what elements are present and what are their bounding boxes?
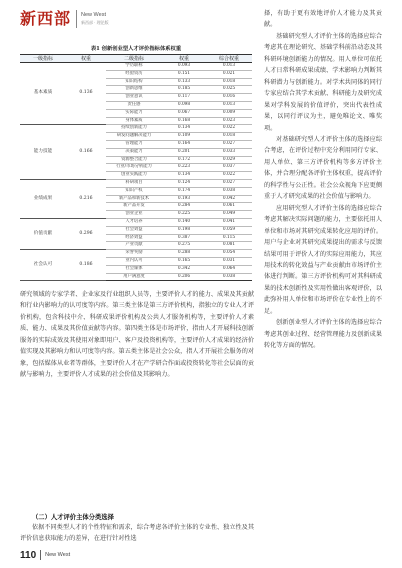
table-cell: 0.284 <box>162 203 206 211</box>
table-cell: 经济效益 <box>106 234 162 242</box>
paragraph: 择，有助于更有效地评价人才能力及其贡献。 <box>264 10 382 29</box>
table-cell: 0.115 <box>206 234 252 242</box>
section-heading: （二）人才评价主体分类选择 <box>32 514 114 521</box>
table-cell: 0.124 <box>162 179 206 187</box>
table-cell: 创业意识 <box>106 94 162 102</box>
right-column-text <box>264 8 382 352</box>
table-cell: 0.193 <box>162 195 206 203</box>
table-cell: 0.275 <box>162 242 206 250</box>
table-cell: 0.029 <box>206 156 252 164</box>
table-cell: 科研项目 <box>106 179 162 187</box>
table-cell: 0.134 <box>162 172 206 180</box>
paragraph: 应用研究型人才评价主体的选择应综合考虑其解决实际问题的能力，主要依托用人单位和市场对其研究成果转化应用的评价。用户与企业对其研究成果提出的需求与反馈结果可用于评价人才的实际应用能力，其应用技术的转化效益与产业贡献由市场评价主体进行判断。第三方评价机构可对其科研成果的技术创新性及实用性做出客观评价，以此弥补用人单位和市场评价在专业性上的不足。 <box>264 204 382 315</box>
table-cell: 身体素质 <box>106 117 162 125</box>
table-cell: 创新思维 <box>106 86 162 94</box>
table-cell: 新产品开发 <box>106 203 162 211</box>
table-cell: 0.018 <box>206 78 252 86</box>
table-header-cell: 一级指标 <box>20 55 66 63</box>
table-cell: 0.038 <box>206 187 252 195</box>
table-cell: 0.023 <box>206 117 252 125</box>
table-cell: 0.165 <box>162 257 206 265</box>
table-cell: 实际能力 <box>106 109 162 117</box>
table-cell: 0.027 <box>206 179 252 187</box>
masthead-en <box>81 13 109 25</box>
table-cell: 0.041 <box>206 218 252 226</box>
table-cell: 0.223 <box>162 164 206 172</box>
table-cell: 研发问题解决能力 <box>106 133 162 141</box>
table-cell: 0.164 <box>162 140 206 148</box>
table-cell: 0.288 <box>162 250 206 258</box>
table-cell: 0.206 <box>162 273 206 281</box>
table-cell: 0.033 <box>206 148 252 156</box>
page-number: 110 <box>20 549 37 561</box>
table-cell: 资源整合能力 <box>106 156 162 164</box>
table-cell: 0.151 <box>162 70 206 78</box>
table-row <box>20 63 252 71</box>
table-cell: 0.133 <box>162 78 206 86</box>
left-column-text <box>20 289 254 381</box>
table-cell: 业内认可 <box>106 257 162 265</box>
table-cell: 0.174 <box>162 187 206 195</box>
table-cell: 0.027 <box>206 140 252 148</box>
table-row <box>20 179 252 187</box>
journal-logo: 新西部 <box>20 9 72 28</box>
table-cell: 0.093 <box>162 63 206 71</box>
table-cell: 0.038 <box>206 273 252 281</box>
masthead-en-sub: 新西部 · 理论版 <box>81 19 109 25</box>
paragraph: 创新创业型人才评价主体的选择应综合考虑其创业过程、经营管理能力及创新成果转化等方面的情况。 <box>264 319 382 350</box>
table-cell: 0.022 <box>206 172 252 180</box>
table-cell: 荣誉奖励 <box>106 250 162 258</box>
table-cell: 能力技能 <box>20 125 66 180</box>
weight-table <box>20 54 252 281</box>
table-header-cell: 二级指标 <box>106 55 162 63</box>
table-cell: 0.054 <box>206 250 252 258</box>
table-cell: 0.059 <box>206 226 252 234</box>
table-cell: 0.021 <box>206 70 252 78</box>
masthead-divider <box>76 10 77 28</box>
table-cell: 0.201 <box>162 148 206 156</box>
table-cell: 0.049 <box>206 211 252 219</box>
table-header-cell: 权重 <box>162 55 206 63</box>
paragraph: 对基础研究型人才评价主体的选择应综合考虑，在评价过程中充分利用同行专家、用人单位、第三方评价机构等多方评价主体，并合理分配各评价主体权重，提高评价的科学性与公正性。社会公众视角下应更侧重于人才研究成果的社会价值与影响力。 <box>264 135 382 201</box>
table-cell: 0.198 <box>162 226 206 234</box>
table-cell: 0.022 <box>206 125 252 133</box>
left-column-last <box>20 522 254 545</box>
table-cell: 产业贡献 <box>106 242 162 250</box>
table-row <box>20 218 252 226</box>
table-cell: 0.296 <box>66 218 106 249</box>
table-cell: 0.081 <box>206 242 252 250</box>
table-cell: 基本素质 <box>20 63 66 125</box>
table-cell: 0.025 <box>206 86 252 94</box>
table-cell: 经验资历 <box>106 70 162 78</box>
table-cell: 0.168 <box>162 117 206 125</box>
table-cell: 社会效益 <box>106 226 162 234</box>
table-cell: 创业企业 <box>106 211 162 219</box>
table-cell: 知识结构 <box>106 78 162 86</box>
table-cell: 0.140 <box>162 218 206 226</box>
table-cell: 0.216 <box>66 179 106 218</box>
table-cell: 0.061 <box>206 203 252 211</box>
table-cell: 0.037 <box>206 164 252 172</box>
table-cell: 0.013 <box>206 101 252 109</box>
table-cell: 学历职称 <box>106 63 162 71</box>
table-cell: 0.013 <box>206 63 252 71</box>
table-cell: 0.018 <box>206 133 252 141</box>
masthead <box>20 8 109 30</box>
table-cell: 0.185 <box>162 86 206 94</box>
table-caption: 表1 创新创业型人才评价指标体系权重 <box>90 46 182 52</box>
paragraph: 依据不同类型人才的个性特征和需求，综合考虑各评价主体的专业性、独立性及其评价信息获取能力的差异，在进行针对性选 <box>20 524 254 543</box>
table-cell: 0.109 <box>162 133 206 141</box>
table-cell: 0.031 <box>206 257 252 265</box>
table-row <box>20 250 252 258</box>
table-cell: 0.166 <box>66 125 106 180</box>
table-cell: 0.042 <box>206 195 252 203</box>
table-cell: 0.064 <box>206 265 252 273</box>
table-cell: 用户满意度 <box>106 273 162 281</box>
table-cell: 0.016 <box>206 94 252 102</box>
table-cell: 0.098 <box>162 101 206 109</box>
table-cell: 0.172 <box>162 156 206 164</box>
table-cell: 价值贡献 <box>20 218 66 249</box>
table-cell: 0.067 <box>162 109 206 117</box>
paragraph: 基础研究型人才评价主体的选择应综合考虑其在理论研究、基础学科前沿动态及其科研环境创新能力的情况。用人单位可依托人才日常科研成果成绩、学术影响力判断其科研潜力与创新能力。对学术共同体的同行专家应结合其学术贡献、科研能力及研究成果对学科发展的价值评价，突出代表性成果，以同行评议为主，避免唯论文、唯奖项。 <box>264 32 382 132</box>
page-footer <box>20 549 70 561</box>
table-cell: 0.117 <box>162 94 206 102</box>
table-cell: 0.186 <box>66 250 106 281</box>
table-cell: 责任感 <box>106 101 162 109</box>
paragraph: 研究领域的专家学者、企业家及行业组织人员等，主要评价人才的能力、成果及其贡献和行业内影响力的认可度等内容。第三类主体是第三方评价机构，指独立的专业人才评价机构，包含科技中介、科研成果评价机构及公共人才服务机构等，主要评价人才素质、能力、成果及其价值贡献等内容。第四类主体是市场评价，指由人才开展科技创新服务的实际成效及其使用对象即用户、客户及投资机构等，主要评价人才成果的经济价值实现及其影响力和认可度等内容。第五类主体是社会公众，指人才开展社会服务的对象，包括媒体从业者等群体，主要评价人才在产学研合作面或投资转化等社会层面的贡献与影响力，主要评价人才成果的社会价值及其影响力。 <box>20 291 254 379</box>
table-cell: 0.134 <box>162 125 206 133</box>
table-cell: 管理能力 <box>106 140 162 148</box>
table-cell: 业绩成果 <box>20 179 66 218</box>
masthead-en-title: New West <box>81 12 106 19</box>
table-header-cell: 综合权重 <box>206 55 252 63</box>
table-cell: 人才培养 <box>106 218 162 226</box>
table-cell: 知识产权 <box>106 187 162 195</box>
table-row <box>20 125 252 133</box>
table-cell: 决策能力 <box>106 148 162 156</box>
table-cell: 社会媒体 <box>106 265 162 273</box>
footer-journal-name: New West <box>45 552 71 558</box>
table-header-cell: 权重 <box>66 55 106 63</box>
table-cell: 新产品和新技术 <box>106 195 162 203</box>
table-cell: 社会认可 <box>20 250 66 281</box>
table-cell: 0.136 <box>66 63 106 125</box>
table-cell: 创业实践能力 <box>106 172 162 180</box>
table-cell: 0.387 <box>162 234 206 242</box>
table-header-row <box>20 55 252 63</box>
footer-divider <box>40 550 41 560</box>
table-cell: 0.009 <box>206 109 252 117</box>
table-cell: 行业/市场分析能力 <box>106 164 162 172</box>
table-cell: 0.225 <box>162 211 206 219</box>
table-cell: 0.342 <box>162 265 206 273</box>
table-cell: 持续创新能力 <box>106 125 162 133</box>
